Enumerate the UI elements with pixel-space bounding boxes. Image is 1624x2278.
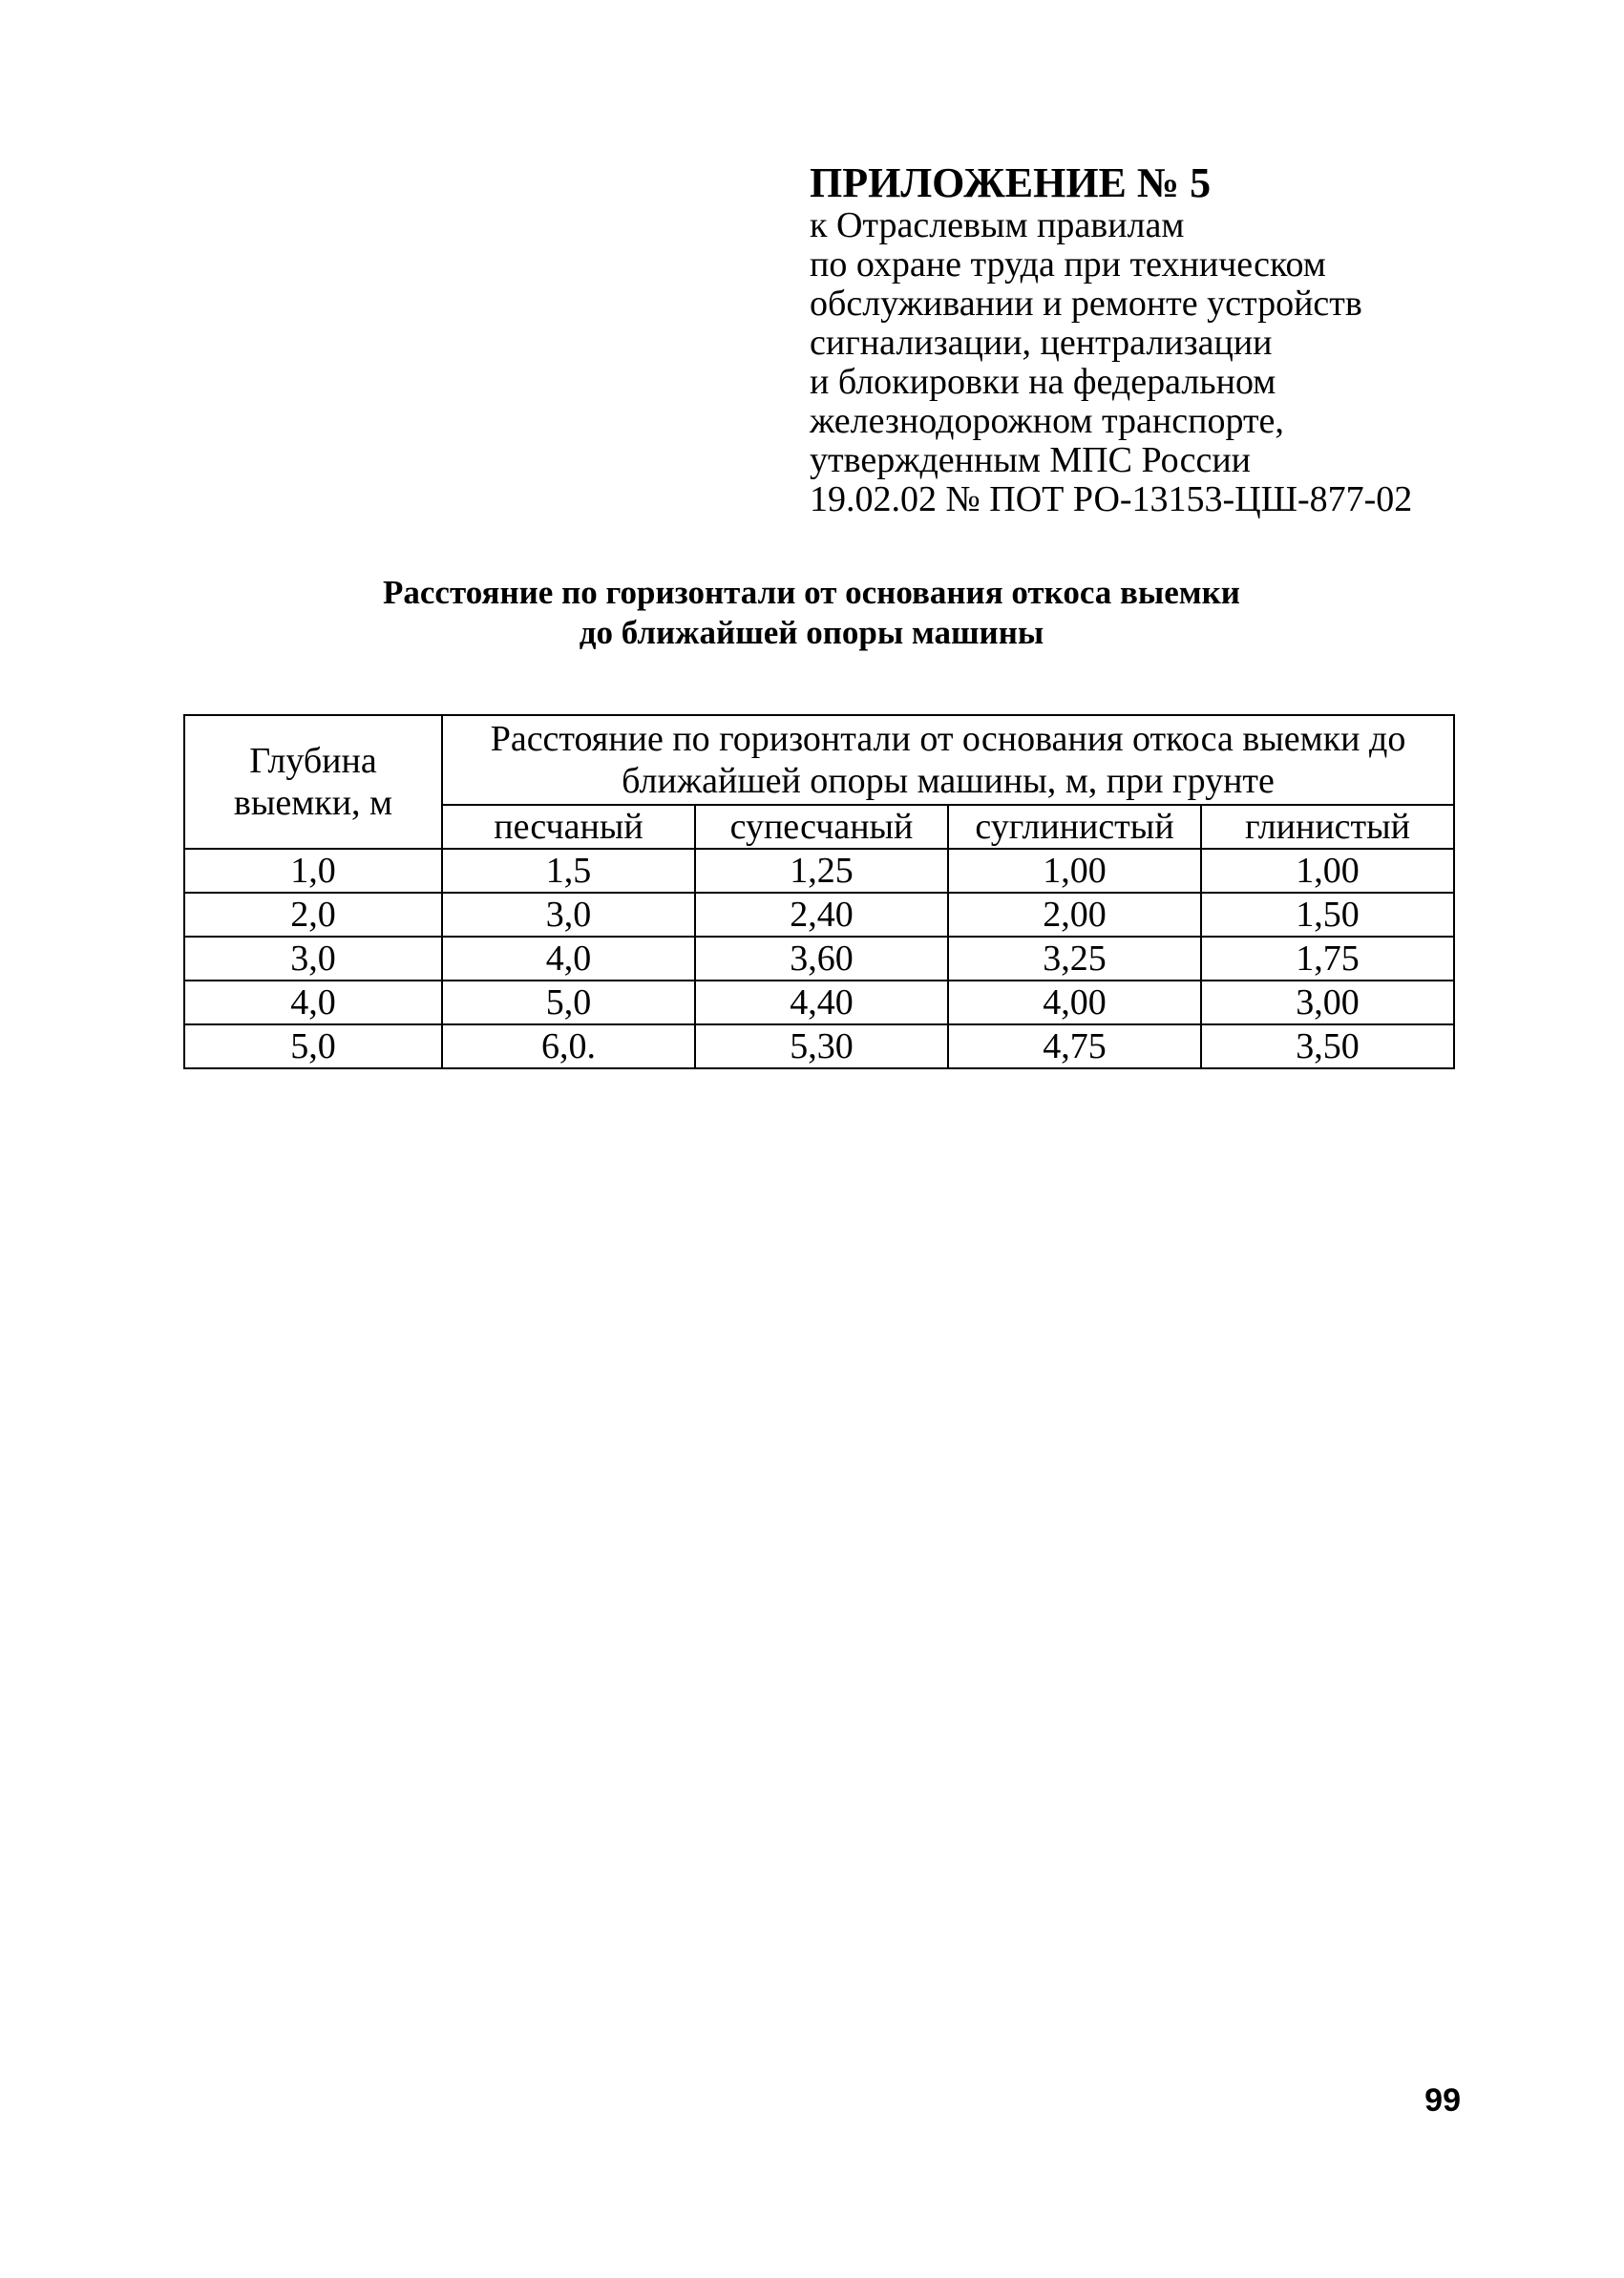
appendix-line: утвержденным МПС России (810, 440, 1252, 480)
value-cell: 3,0 (442, 893, 695, 937)
soil-column-header: супесчаный (695, 805, 948, 849)
table-heading-line-1: Расстояние по горизонтали от основания откоса выемки (383, 574, 1240, 611)
depth-cell: 2,0 (184, 893, 442, 937)
table-row (184, 893, 1454, 937)
value-cell: 2,40 (695, 893, 948, 937)
depth-cell: 5,0 (184, 1024, 442, 1068)
appendix-line: сигнализации, централизации (810, 323, 1273, 363)
value-cell: 1,25 (695, 849, 948, 893)
appendix-title: ПРИЛОЖЕНИЕ № 5 (810, 159, 1212, 206)
value-cell: 1,50 (1201, 893, 1454, 937)
appendix-line: по охране труда при техническом (810, 244, 1326, 285)
depth-cell: 1,0 (184, 849, 442, 893)
soil-group-header: Расстояние по горизонтали от основания откоса выемки до ближайшей опоры машины, м, при грунте (442, 715, 1454, 805)
value-cell: 4,0 (442, 937, 695, 981)
value-cell: 4,40 (695, 981, 948, 1024)
page-number: 99 (1424, 2082, 1461, 2119)
appendix-line: и блокировки на федеральном (810, 362, 1276, 402)
table-heading-line-2: до ближайшей опоры машины (579, 614, 1044, 651)
value-cell: 2,00 (948, 893, 1201, 937)
value-cell: 4,75 (948, 1024, 1201, 1068)
value-cell: 6,0. (442, 1024, 695, 1068)
appendix-line: железнодорожном транспорте, (810, 401, 1284, 441)
value-cell: 3,00 (1201, 981, 1454, 1024)
appendix-line: к Отраслевым правилам (810, 205, 1185, 245)
value-cell: 3,25 (948, 937, 1201, 981)
table-row (184, 849, 1454, 893)
value-cell: 5,0 (442, 981, 695, 1024)
soil-column-header: суглинистый (948, 805, 1201, 849)
appendix-line: 19.02.02 № ПОТ РО-13153-ЦШ-877-02 (810, 479, 1413, 519)
depth-cell: 3,0 (184, 937, 442, 981)
table-row (184, 937, 1454, 981)
soil-column-header: песчаный (442, 805, 695, 849)
value-cell: 3,60 (695, 937, 948, 981)
value-cell: 4,00 (948, 981, 1201, 1024)
distance-table (183, 714, 1455, 1069)
depth-cell: 4,0 (184, 981, 442, 1024)
soil-column-header: глинистый (1201, 805, 1454, 849)
depth-column-header: Глубина выемки, м (184, 715, 442, 849)
value-cell: 1,00 (948, 849, 1201, 893)
table-row (184, 1024, 1454, 1068)
value-cell: 5,30 (695, 1024, 948, 1068)
value-cell: 1,75 (1201, 937, 1454, 981)
value-cell: 1,5 (442, 849, 695, 893)
appendix-block (810, 160, 1535, 519)
appendix-line: обслуживании и ремонте устройств (810, 284, 1362, 324)
table-row (184, 981, 1454, 1024)
value-cell: 1,00 (1201, 849, 1454, 893)
table-heading (191, 573, 1432, 653)
value-cell: 3,50 (1201, 1024, 1454, 1068)
